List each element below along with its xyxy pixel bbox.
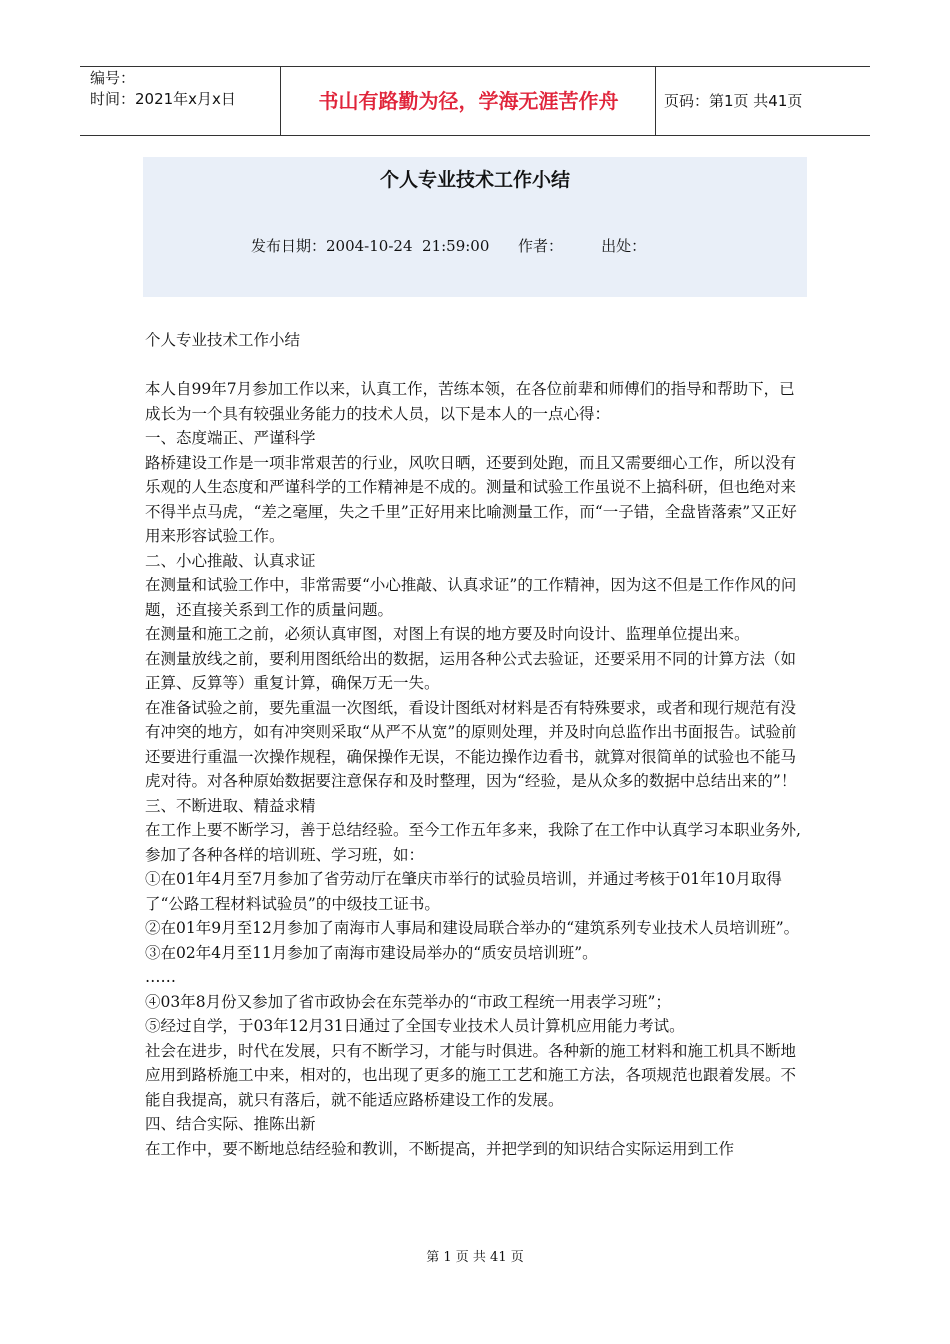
body-line: …… — [145, 968, 176, 986]
body-line: 社会在进步，时代在发展，只有不断学习，才能与时俱进。各种新的施工材料和施工机具不断地应用到路桥施工中来，相对的，也出现了更多的施工工艺和施工方法，各项规范也跟着发展。不能自我提高，就只有落后，就不能适应路桥建设工作的发展。 — [145, 1041, 797, 1109]
body-line: 本人自99年7月参加工作以来，认真工作，苦练本领，在各位前辈和师傅们的指导和帮助下，已成长为一个具有较强业务能力的技术人员，以下是本人的一点心得： — [145, 380, 795, 423]
body-line: ⑤经过自学，于03年12月31日通过了全国专业技术人员计算机应用能力考试。 — [145, 1017, 685, 1035]
header-info — [90, 68, 236, 110]
header-page-info: 页码：第1页 共41页 — [664, 92, 803, 110]
article-body — [145, 328, 810, 1161]
header-divider — [280, 66, 281, 136]
body-line: 二、小心推敲、认真求证 — [145, 551, 316, 570]
body-line: ④03年8月份又参加了省市政协会在东莞举办的“市政工程统一用表学习班”； — [145, 992, 671, 1011]
body-line: 三、不断进取、精益求精 — [145, 796, 316, 815]
header-motto: 书山有路勤为径，学海无涯苦作舟 — [318, 89, 619, 113]
body-line: 四、结合实际、推陈出新 — [145, 1115, 316, 1133]
body-line: 在测量和试验工作中，非常需要“小心推敲、认真求证”的工作精神，因为这不但是工作作风的问题，还直接关系到工作的质量问题。 — [145, 576, 797, 619]
paragraph-gap — [145, 353, 810, 378]
body-line: ①在01年4月至7月参加了省劳动厅在肇庆市举行的试验员培训，并通过考核于01年10月取得了“公路工程材料试验员”的中级技工证书。 — [145, 870, 782, 913]
body-line: ②在01年9月至12月参加了南海市人事局和建设局联合举办的“建筑系列专业技术人员培训班”。 — [145, 919, 800, 937]
page-footer: 第 1 页 共 41 页 — [426, 1250, 524, 1265]
article-meta: 发布日期：2004-10-24 21:59:00 作者： 出处： — [251, 237, 647, 255]
body-line: ③在02年4月至11月参加了南海市建设局举办的“质安员培训班”。 — [145, 943, 598, 962]
header-divider — [655, 66, 656, 136]
article-title-box — [143, 157, 807, 297]
body-line: 在测量放线之前，要利用图纸给出的数据，运用各种公式去验证，还要采用不同的计算方法（如正算、反算等）重复计算，确保万无一失。 — [145, 649, 797, 692]
body-line: 在工作中，要不断地总结经验和教训，不断提高，并把学到的知识结合实际运用到工作 — [145, 1139, 735, 1158]
body-line: 在工作上要不断学习，善于总结经验。至今工作五年多来，我除了在工作中认真学习本职业务外,参加了各种各样的培训班、学习班，如： — [145, 821, 801, 864]
document-number-label: 编号： — [90, 69, 136, 87]
body-line: 一、态度端正、严谨科学 — [145, 429, 316, 447]
body-heading: 个人专业技术工作小结 — [145, 331, 301, 349]
article-title: 个人专业技术工作小结 — [379, 169, 570, 191]
body-line: 在测量和施工之前，必须认真审图，对图上有误的地方要及时向设计、监理单位提出来。 — [145, 625, 750, 643]
document-time-label: 时间：2021年x月x日 — [90, 90, 236, 108]
body-line: 在准备试验之前，要先重温一次图纸，看设计图纸对材料是否有特殊要求，或者和现行规范有没有冲突的地方，如有冲突则采取“从严不从宽”的原则处理，并及时向总监作出书面报告。试验前还要进行重温一次操作规程，确保操作无误，不能边操作边看书，就算对很简单的试验也不能马虎对待。对各种原始数据要注意保存和及时整理，因为“经验，是从众多的数据中总结出来的”！ — [145, 698, 797, 790]
body-line: 路桥建设工作是一项非常艰苦的行业，风吹日晒，还要到处跑，而且又需要细心工作，所以没有乐观的人生态度和严谨科学的工作精神是不成的。测量和试验工作虽说不上搞科研，但也绝对来不得半点马虎，“差之毫厘，失之千里”正好用来比喻测量工作，而“一子错，全盘皆落索”又正好用来形容试验工作。 — [145, 453, 797, 545]
